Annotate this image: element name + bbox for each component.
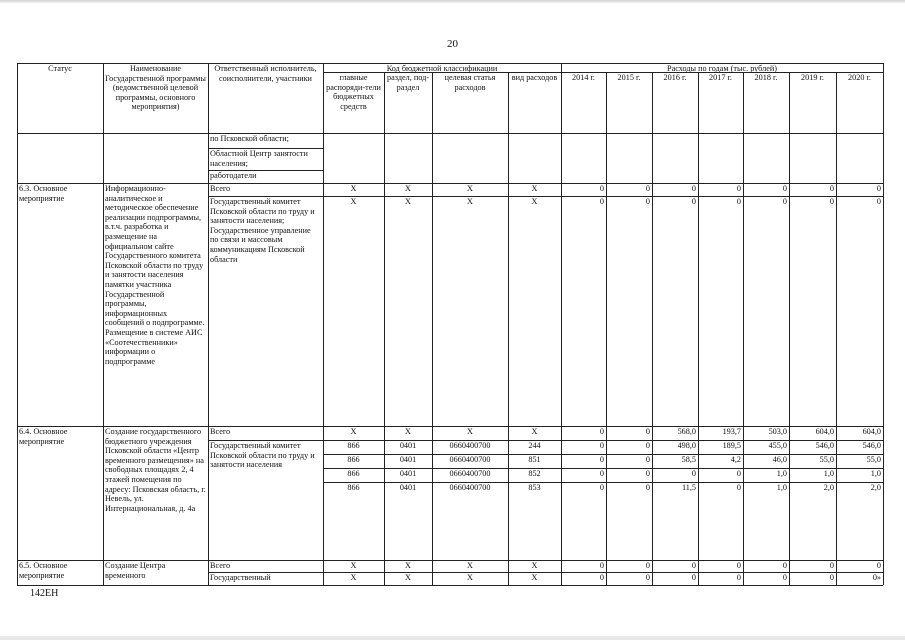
row-executor: Всего <box>210 184 231 193</box>
column-rule <box>384 72 385 585</box>
row-executor: Государственный комитет Псковской области по труду и занятости населения; Государственное управление по связи и массовым коммуникациям Псковской области <box>210 197 315 264</box>
row-grbs: 866 <box>347 441 360 450</box>
row-year-value: 0 <box>599 573 604 582</box>
row-name: Информационно-аналитическое и методическое обеспечение реализации подпрограммы, в.т.ч. разработка и размещение на официальном сайте Государственного комитета Псковской области по труду и занятости населения памятки участника Государственной программы, информационных сообщений о подпрограмме. Размещение в системе АИС «Соотечественники» информации о подпрограмме <box>105 184 205 366</box>
row-grbs: 866 <box>347 469 360 478</box>
row-name: Создание Центра временного <box>105 561 166 580</box>
header-year: 2018 г. <box>754 73 778 82</box>
row-target: 0660400700 <box>449 455 491 464</box>
row-year-value: 0 <box>645 441 650 450</box>
row-year-value: 0» <box>872 573 881 582</box>
row-expense-type: Х <box>531 573 538 582</box>
row-year-value: 0 <box>736 469 741 478</box>
row-year-value: 0 <box>691 197 696 206</box>
row-year-value: 0 <box>876 197 881 206</box>
row-year-value: 4,2 <box>730 455 741 464</box>
row-year-value: 0 <box>829 573 834 582</box>
row-year-value: 546,0 <box>862 441 881 450</box>
header-grbs: главные распоряди-тели бюджетных средств <box>326 73 381 111</box>
row-year-value: 0 <box>782 561 787 570</box>
row-year-value: 546,0 <box>815 441 834 450</box>
row-year-value: 55,0 <box>866 455 881 464</box>
header-name: Наименование Государственной программы (ведомственной целевой программы, основного мероприятия) <box>105 64 206 112</box>
row-section: Х <box>405 427 411 436</box>
row-executor: Государственный <box>210 573 271 582</box>
row-grbs: Х <box>350 573 357 582</box>
column-rule <box>698 72 699 585</box>
row-expense-type: Х <box>531 197 538 206</box>
row-target: 0660400700 <box>449 483 491 492</box>
row-year-value: 0 <box>599 427 604 436</box>
row-grbs: 866 <box>347 455 360 464</box>
row-year-value: 0 <box>691 469 696 478</box>
row-grbs: Х <box>350 427 357 436</box>
row-grbs: Х <box>350 197 357 206</box>
row-year-value: 11,5 <box>681 483 696 492</box>
row-year-value: 0 <box>691 573 696 582</box>
row-year-value: 0 <box>736 197 741 206</box>
column-rule <box>743 72 744 585</box>
row-target: 0660400700 <box>449 469 491 478</box>
column-rule <box>789 72 790 585</box>
table-bottom-border <box>17 585 883 586</box>
row-status: 6.5. Основное мероприятие <box>19 561 68 580</box>
row-year-value: 0 <box>876 561 881 570</box>
row-year-value: 1,0 <box>776 483 787 492</box>
column-rule <box>561 63 562 585</box>
column-rule <box>432 72 433 585</box>
continuation-executor: Областной Центр занятости населения; <box>210 149 308 168</box>
row-year-value: 0 <box>736 573 741 582</box>
row-year-value: 0 <box>829 561 834 570</box>
row-target: Х <box>467 573 473 582</box>
row-year-value: 0 <box>782 197 787 206</box>
row-year-value: 604,0 <box>862 427 881 436</box>
row-year-value: 58,5 <box>681 455 696 464</box>
row-year-value: 0 <box>645 197 650 206</box>
row-executor: Государственный комитет Псковской области по труду и занятости населения <box>210 441 315 470</box>
row-year-value: 55,0 <box>819 455 834 464</box>
page-number: 20 <box>447 38 458 50</box>
row-target: Х <box>467 197 473 206</box>
row-year-value: 1,0 <box>776 469 787 478</box>
header-executor: Ответственный исполнитель, соисполнители, участники <box>214 64 317 83</box>
row-section: Х <box>405 184 411 193</box>
row-year-value: 503,0 <box>768 427 787 436</box>
row-status: 6.3. Основное мероприятие <box>19 184 68 203</box>
row-year-value: 0 <box>736 561 741 570</box>
row-year-value: 0 <box>645 561 650 570</box>
row-year-value: 2,0 <box>823 483 834 492</box>
row-expense-type: 853 <box>528 483 541 492</box>
row-section: 0401 <box>399 469 417 478</box>
row-name: Создание государственного бюджетного учреждения Псковской области «Центр временного размещения» на свободных площадях 2, 4 этажей помещения по адресу: Псковская область, г. Невель, ул. Интернациональная, д. 4а <box>105 427 206 513</box>
row-year-value: 1,0 <box>870 469 881 478</box>
row-year-value: 2,0 <box>870 483 881 492</box>
row-year-value: 193,7 <box>722 427 741 436</box>
row-year-value: 0 <box>599 197 604 206</box>
row-grbs: Х <box>350 561 357 570</box>
row-year-value: 1,0 <box>823 469 834 478</box>
header-section: раздел, под-раздел <box>387 73 429 92</box>
row-target: Х <box>467 561 473 570</box>
header-year: 2016 г. <box>663 73 687 82</box>
row-year-value: 0 <box>782 573 787 582</box>
row-year-value: 0 <box>645 427 650 436</box>
row-target: 0660400700 <box>449 441 491 450</box>
continuation-rule <box>208 148 323 149</box>
column-rule <box>606 72 607 585</box>
header-year: 2014 г. <box>572 73 595 82</box>
column-rule <box>652 72 653 585</box>
row-year-value: 0 <box>829 184 834 193</box>
row-expense-type: Х <box>531 561 538 570</box>
row-year-value: 604,0 <box>815 427 834 436</box>
row-year-value: 0 <box>645 573 650 582</box>
row-year-value: 0 <box>645 455 650 464</box>
column-rule <box>883 63 884 585</box>
row-year-value: 455,0 <box>768 441 787 450</box>
column-rule <box>508 72 509 585</box>
row-year-value: 46,0 <box>772 455 787 464</box>
row-year-value: 0 <box>645 469 650 478</box>
row-year-value: 498,0 <box>677 441 696 450</box>
row-grbs: 866 <box>347 483 360 492</box>
row-year-value: 0 <box>599 483 604 492</box>
row-year-value: 0 <box>829 197 834 206</box>
continuation-executor: по Псковской области; <box>210 134 289 143</box>
header-budget-code: Код бюджетной классификации <box>386 64 498 72</box>
row-grbs: Х <box>350 184 357 193</box>
row-executor: Всего <box>210 561 231 570</box>
header-year: 2015 г. <box>617 73 641 82</box>
header-year: 2017 г. <box>709 73 732 82</box>
continuation-executor: работодатели <box>210 171 257 180</box>
header-year: 2020 г. <box>848 73 871 82</box>
row-year-value: 568,0 <box>677 427 696 436</box>
footer-code: 142ЕН <box>30 588 59 599</box>
row-section: 0401 <box>399 483 417 492</box>
row-section: Х <box>405 573 411 582</box>
row-year-value: 189,5 <box>722 441 741 450</box>
row-year-value: 0 <box>599 561 604 570</box>
row-year-value: 0 <box>691 184 696 193</box>
row-year-value: 0 <box>599 441 604 450</box>
header-bottom-rule <box>17 133 883 134</box>
header-target: целевая статья расходов <box>444 73 496 92</box>
row-year-value: 0 <box>876 184 881 193</box>
row-target: Х <box>467 427 473 436</box>
row-year-value: 0 <box>645 184 650 193</box>
row-executor: Всего <box>210 427 231 436</box>
continuation-rule <box>208 170 323 171</box>
row-year-value: 0 <box>599 184 604 193</box>
row-expense-type: Х <box>531 427 538 436</box>
column-rule <box>323 63 324 585</box>
row-status: 6.4. Основное мероприятие <box>19 427 68 446</box>
column-rule <box>836 72 837 585</box>
header-status: Статус <box>48 64 72 73</box>
row-expense-type: 244 <box>528 441 541 450</box>
row-expense-type: 852 <box>528 469 541 478</box>
row-year-value: 0 <box>645 483 650 492</box>
scan-bottom-edge <box>0 636 905 640</box>
header-expense-type: вид расходов <box>511 73 558 82</box>
row-section: 0401 <box>399 455 417 464</box>
header-year: 2019 г. <box>801 73 824 82</box>
row-year-value: 0 <box>599 455 604 464</box>
row-section: Х <box>405 561 411 570</box>
row-year-value: 0 <box>736 184 741 193</box>
row-year-value: 0 <box>782 184 787 193</box>
row-section: 0401 <box>399 441 417 450</box>
row-year-value: 0 <box>736 483 741 492</box>
row-expense-type: Х <box>531 184 538 193</box>
row-target: Х <box>467 184 473 193</box>
row-section: Х <box>405 197 411 206</box>
row-expense-type: 851 <box>528 455 541 464</box>
row-year-value: 0 <box>691 561 696 570</box>
row-year-value: 0 <box>599 469 604 478</box>
header-expenses: Расходы по годам (тыс. рублей) <box>667 64 777 72</box>
